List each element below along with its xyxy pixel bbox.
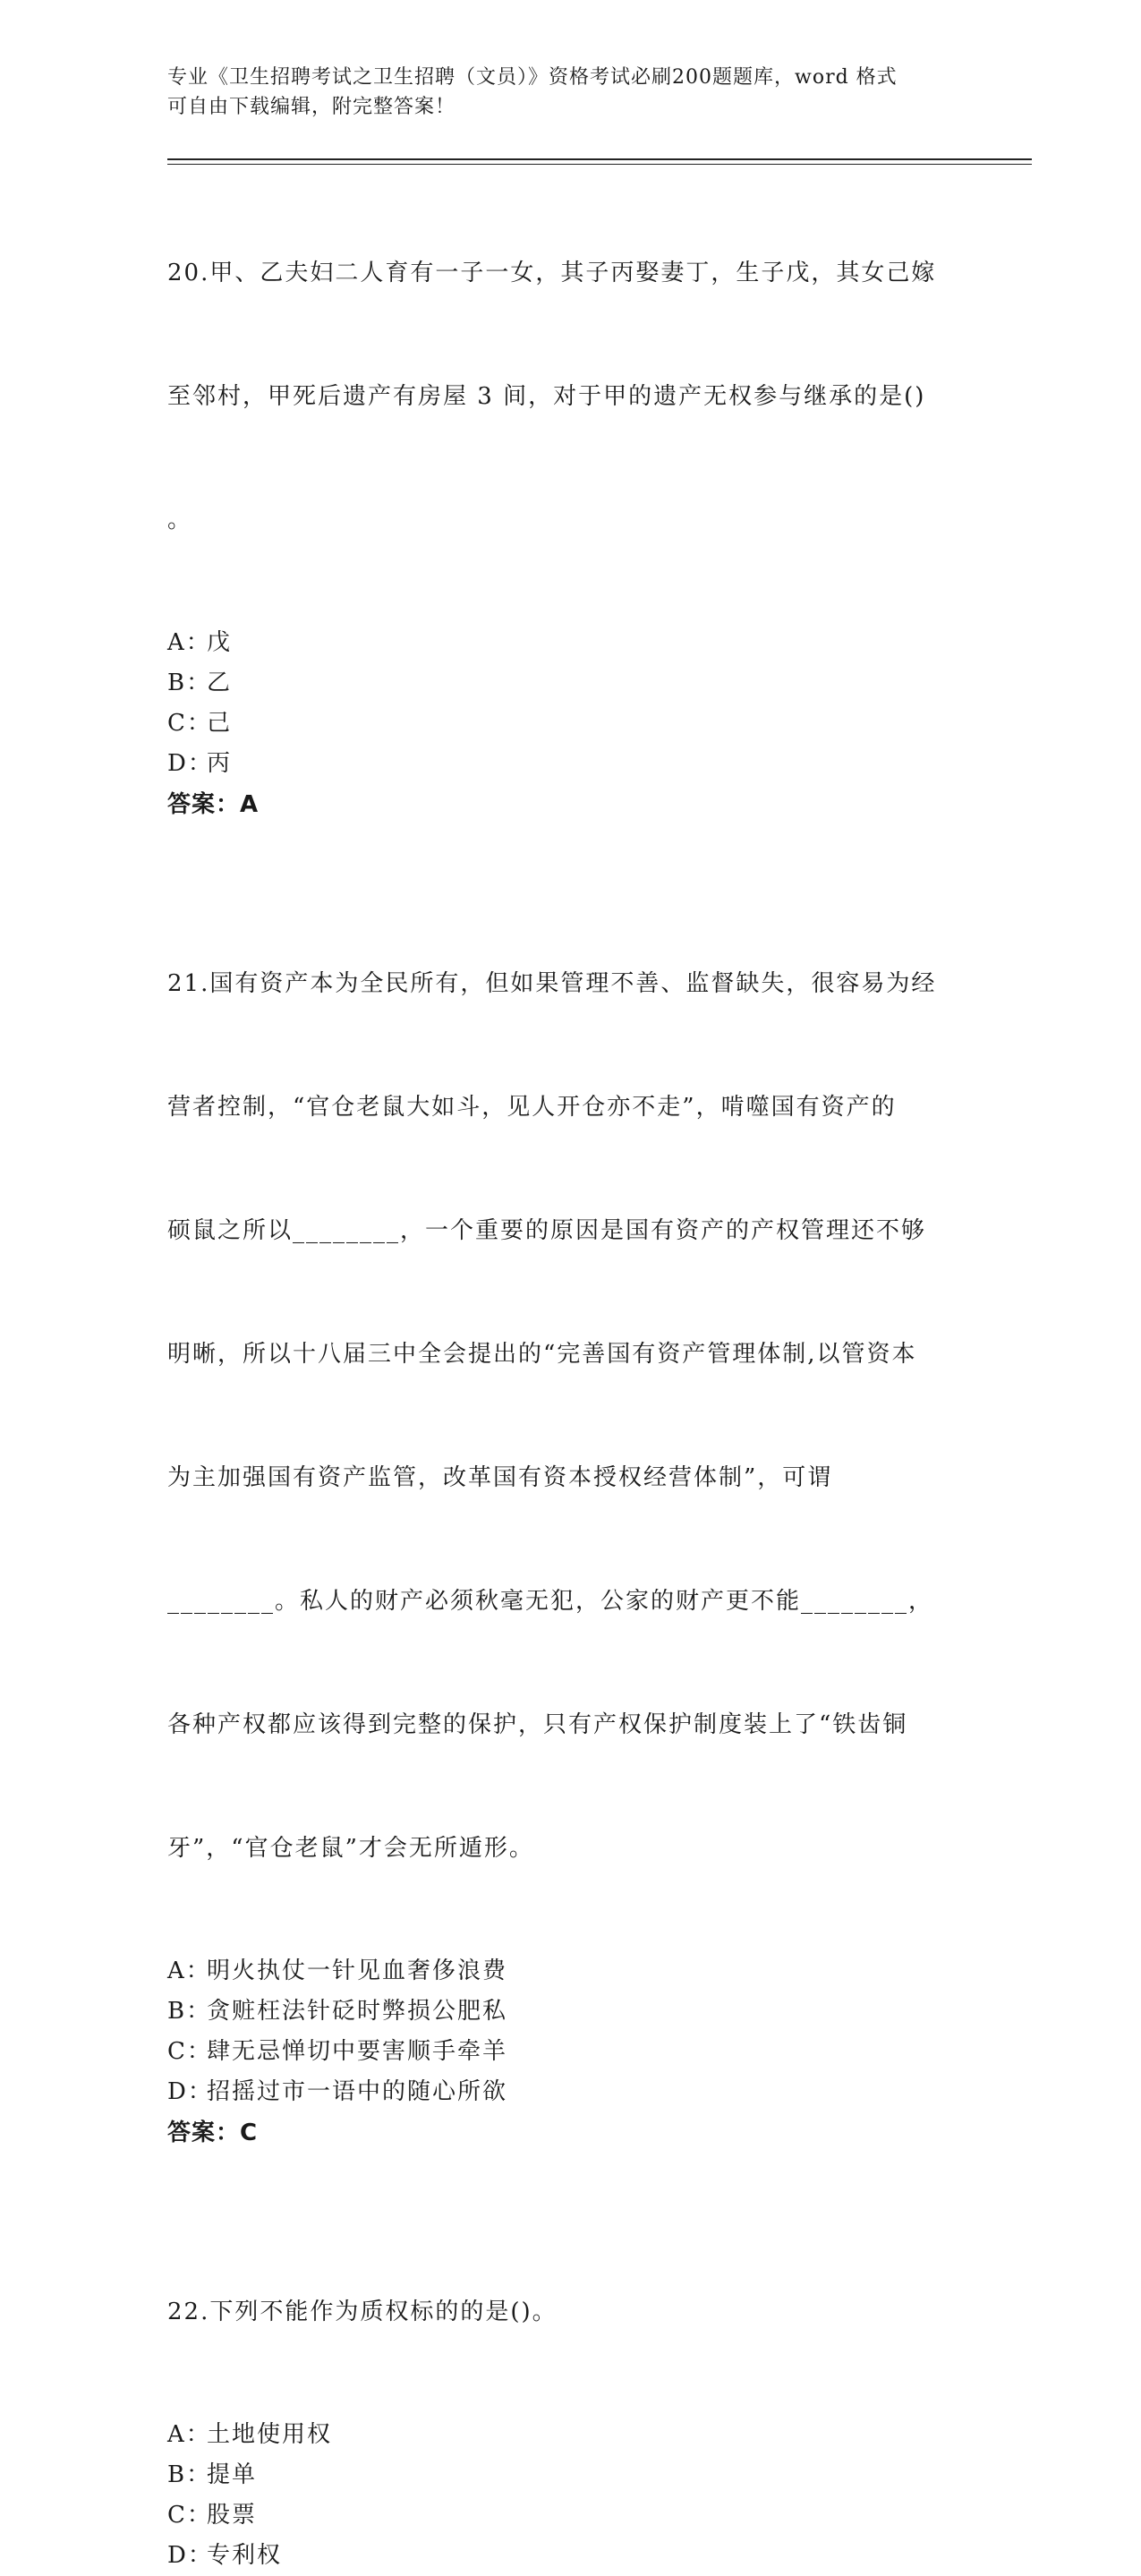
option-text: 丙: [207, 750, 233, 777]
option-b: [167, 663, 973, 704]
option-text: 贪赃枉法针砭时弊损公肥私: [207, 1998, 508, 2025]
option-d: [167, 2536, 973, 2576]
option-d: [167, 2072, 973, 2112]
question-21: [167, 881, 973, 2154]
question-22: [167, 2209, 973, 2576]
question-20: [167, 170, 973, 825]
question-stem: [167, 881, 973, 1951]
option-letter: C：: [167, 2038, 212, 2065]
stem-line: 牙”，“官仓老鼠”才会无所遁形。: [167, 1835, 534, 1862]
option-text: 土地使用权: [207, 2421, 333, 2448]
question-stem: [167, 2209, 973, 2415]
option-text: 戊: [207, 629, 233, 656]
question-stem: [167, 170, 973, 623]
header-line-1: 专业《卫生招聘考试之卫生招聘（文员）》资格考试必刷200题题库，word 格式: [167, 66, 898, 89]
spacer: [167, 2154, 973, 2209]
stem-line: 。: [167, 507, 193, 533]
answer-label: 答案：A: [167, 791, 260, 818]
option-text: 乙: [207, 670, 233, 696]
option-b: [167, 1992, 973, 2032]
spacer: [167, 825, 973, 881]
stem-line: ________。私人的财产必须秋毫无犯，公家的财产更不能________，: [167, 1588, 934, 1615]
option-letter: A：: [167, 629, 211, 656]
option-letter: D：: [167, 750, 213, 777]
stem-line: 21.国有资产本为全民所有，但如果管理不善、监督缺失，很容易为经: [167, 970, 937, 997]
option-c: [167, 2032, 973, 2072]
stem-line: 明晰，所以十八届三中全会提出的“完善国有资产管理体制,以管资本: [167, 1341, 917, 1368]
option-d: [167, 744, 973, 784]
stem-line: 为主加强国有资产监管，改革国有资本授权经营体制”，可谓: [167, 1464, 833, 1491]
option-b: [167, 2455, 973, 2495]
option-c: [167, 2495, 973, 2536]
header-divider-thick: [167, 158, 1032, 160]
stem-line: 至邻村，甲死后遗产有房屋 3 间，对于甲的遗产无权参与继承的是(): [167, 383, 926, 410]
option-letter: D：: [167, 2542, 213, 2569]
answer-label: 答案：C: [167, 2120, 259, 2146]
option-letter: C：: [167, 2502, 212, 2529]
option-letter: D：: [167, 2078, 213, 2105]
header-line-2: 可自由下载编辑，附完整答案！: [167, 96, 456, 118]
option-a: [167, 1951, 973, 1992]
option-a: [167, 623, 973, 663]
question-list: [167, 170, 973, 2576]
option-letter: B：: [167, 670, 212, 696]
stem-line: 营者控制，“官仓老鼠大如斗，见人开仓亦不走”，啃噬国有资产的: [167, 1094, 897, 1121]
option-letter: A：: [167, 1958, 211, 1984]
option-a: [167, 2415, 973, 2455]
stem-line: 22.下列不能作为质权标的的是()。: [167, 2299, 558, 2325]
option-text: 己: [207, 710, 233, 737]
option-text: 明火执仗一针见血奢侈浪费: [207, 1958, 508, 1984]
option-text: 专利权: [207, 2542, 283, 2569]
option-text: 提单: [207, 2461, 258, 2488]
option-c: [167, 704, 973, 744]
option-letter: C：: [167, 710, 212, 737]
header-divider-thin: [167, 164, 1032, 165]
stem-line: 各种产权都应该得到完整的保护，只有产权保护制度装上了“铁齿铜: [167, 1711, 908, 1738]
option-text: 招摇过市一语中的随心所欲: [207, 2078, 508, 2105]
option-text: 肆无忌惮切中要害顺手牵羊: [207, 2038, 508, 2065]
option-letter: A：: [167, 2421, 211, 2448]
option-letter: B：: [167, 2461, 212, 2488]
option-letter: B：: [167, 1998, 212, 2025]
document-header: [167, 63, 973, 122]
option-text: 股票: [207, 2502, 258, 2529]
stem-line: 硕鼠之所以________，一个重要的原因是国有资产的产权管理还不够: [167, 1217, 927, 1244]
stem-line: 20.甲、乙夫妇二人育有一子一女，其子丙娶妻丁，生子戊，其女己嫁: [167, 260, 937, 286]
